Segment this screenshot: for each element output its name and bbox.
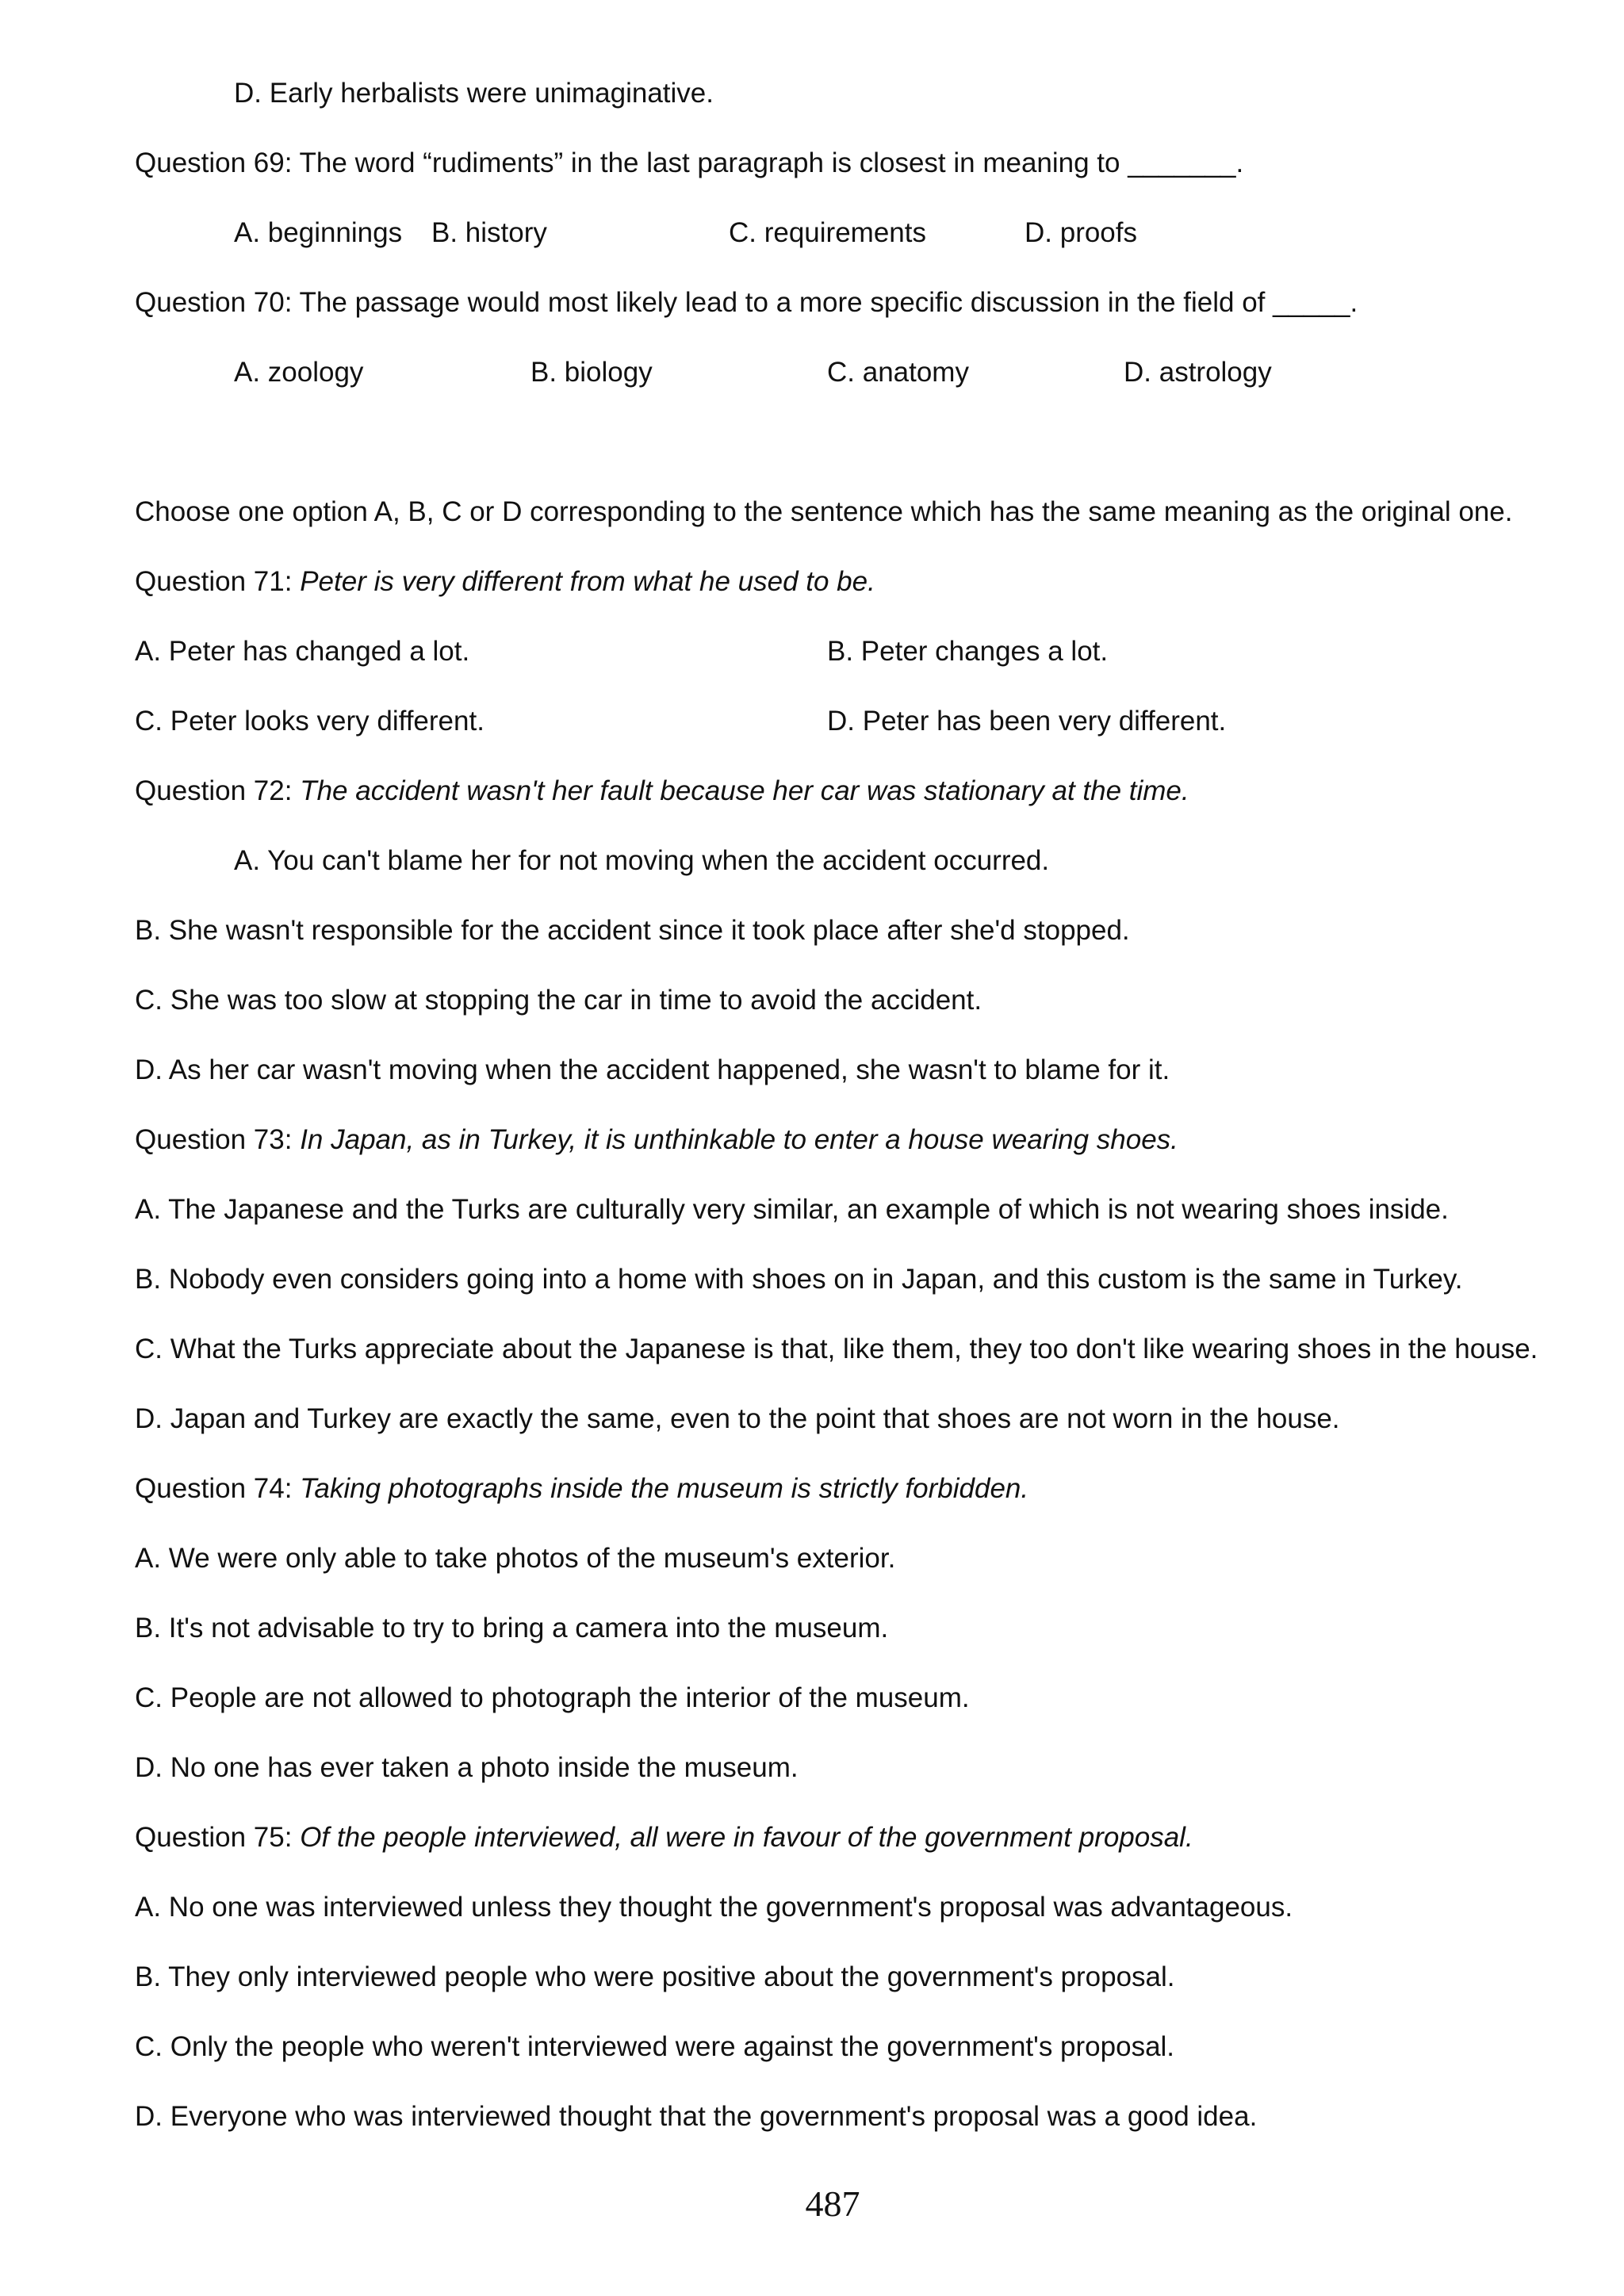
q68-option-d: D. Early herbalists were unimaginative. [234,78,714,109]
q72-stem [135,774,1189,809]
q70-option-c: C. anatomy [827,357,969,388]
q75-option-b: B. They only interviewed people who were positive about the government's proposal. [135,1961,1175,1992]
q73-stem [135,1123,1178,1158]
q70-stem: Question 70: The passage would most likely lead to a more specific discussion in the field of _____. [135,287,1358,318]
q70-option-d: D. astrology [1124,357,1272,388]
q74-stem [135,1471,1028,1506]
q75-option-c: C. Only the people who weren't interviewed were against the government's proposal. [135,2031,1175,2062]
q71-stem [135,564,875,599]
q69-option-c: C. requirements [729,217,926,248]
q75-stem [135,1820,1193,1855]
q72-option-c: C. She was too slow at stopping the car in time to avoid the accident. [135,985,982,1016]
q73-sentence: In Japan, as in Turkey, it is unthinkable to enter a house wearing shoes. [300,1124,1178,1155]
q74-label: Question 74: [135,1473,301,1504]
q72-option-b: B. She wasn't responsible for the accident since it took place after she'd stopped. [135,915,1130,946]
q71-option-b: B. Peter changes a lot. [827,636,1109,667]
q73-option-d: D. Japan and Turkey are exactly the same, even to the point that shoes are not worn in the house. [135,1403,1340,1434]
q75-option-a: A. No one was interviewed unless they thought the government's proposal was advantageous. [135,1892,1293,1923]
q71-option-d: D. Peter has been very different. [827,706,1227,737]
q69-option-b: B. history [431,217,547,248]
q74-option-b: B. It's not advisable to try to bring a camera into the museum. [135,1613,889,1644]
page-number: 487 [805,2183,860,2224]
q74-option-d: D. No one has ever taken a photo inside the museum. [135,1752,799,1783]
q75-option-d: D. Everyone who was interviewed thought that the government's proposal was a good idea. [135,2101,1258,2132]
q72-option-d: D. As her car wasn't moving when the accident happened, she wasn't to blame for it. [135,1054,1170,1085]
q71-label: Question 71: [135,566,301,597]
q72-option-a: A. You can't blame her for not moving when the accident occurred. [234,845,1050,876]
q75-sentence: Of the people interviewed, all were in favour of the government proposal. [300,1822,1193,1853]
q73-option-b: B. Nobody even considers going into a home with shoes on in Japan, and this custom is the same in Turkey. [135,1264,1463,1295]
q74-sentence: Taking photographs inside the museum is strictly forbidden. [300,1473,1029,1504]
q70-option-b: B. biology [530,357,653,388]
section-instruction: Choose one option A, B, C or D corresponding to the sentence which has the same meaning as the original one. [135,496,1513,527]
q72-label: Question 72: [135,775,301,806]
q69-option-d: D. proofs [1025,217,1137,248]
q69-stem: Question 69: The word “rudiments” in the last paragraph is closest in meaning to _______. [135,147,1244,178]
q70-option-a: A. zoology [234,357,364,388]
q71-sentence: Peter is very different from what he used to be. [300,566,875,597]
q74-option-c: C. People are not allowed to photograph the interior of the museum. [135,1682,970,1713]
q71-option-a: A. Peter has changed a lot. [135,636,470,667]
q73-option-a: A. The Japanese and the Turks are culturally very similar, an example of which is not wearing shoes inside. [135,1194,1449,1225]
q73-option-c: C. What the Turks appreciate about the Japanese is that, like them, they too don't like wearing shoes in the house. [135,1334,1538,1364]
q73-label: Question 73: [135,1124,301,1155]
q71-option-c: C. Peter looks very different. [135,706,485,737]
q74-option-a: A. We were only able to take photos of the museum's exterior. [135,1543,896,1574]
q75-label: Question 75: [135,1822,301,1853]
q72-sentence: The accident wasn't her fault because her car was stationary at the time. [300,775,1189,806]
q69-option-a: A. beginnings [234,217,403,248]
